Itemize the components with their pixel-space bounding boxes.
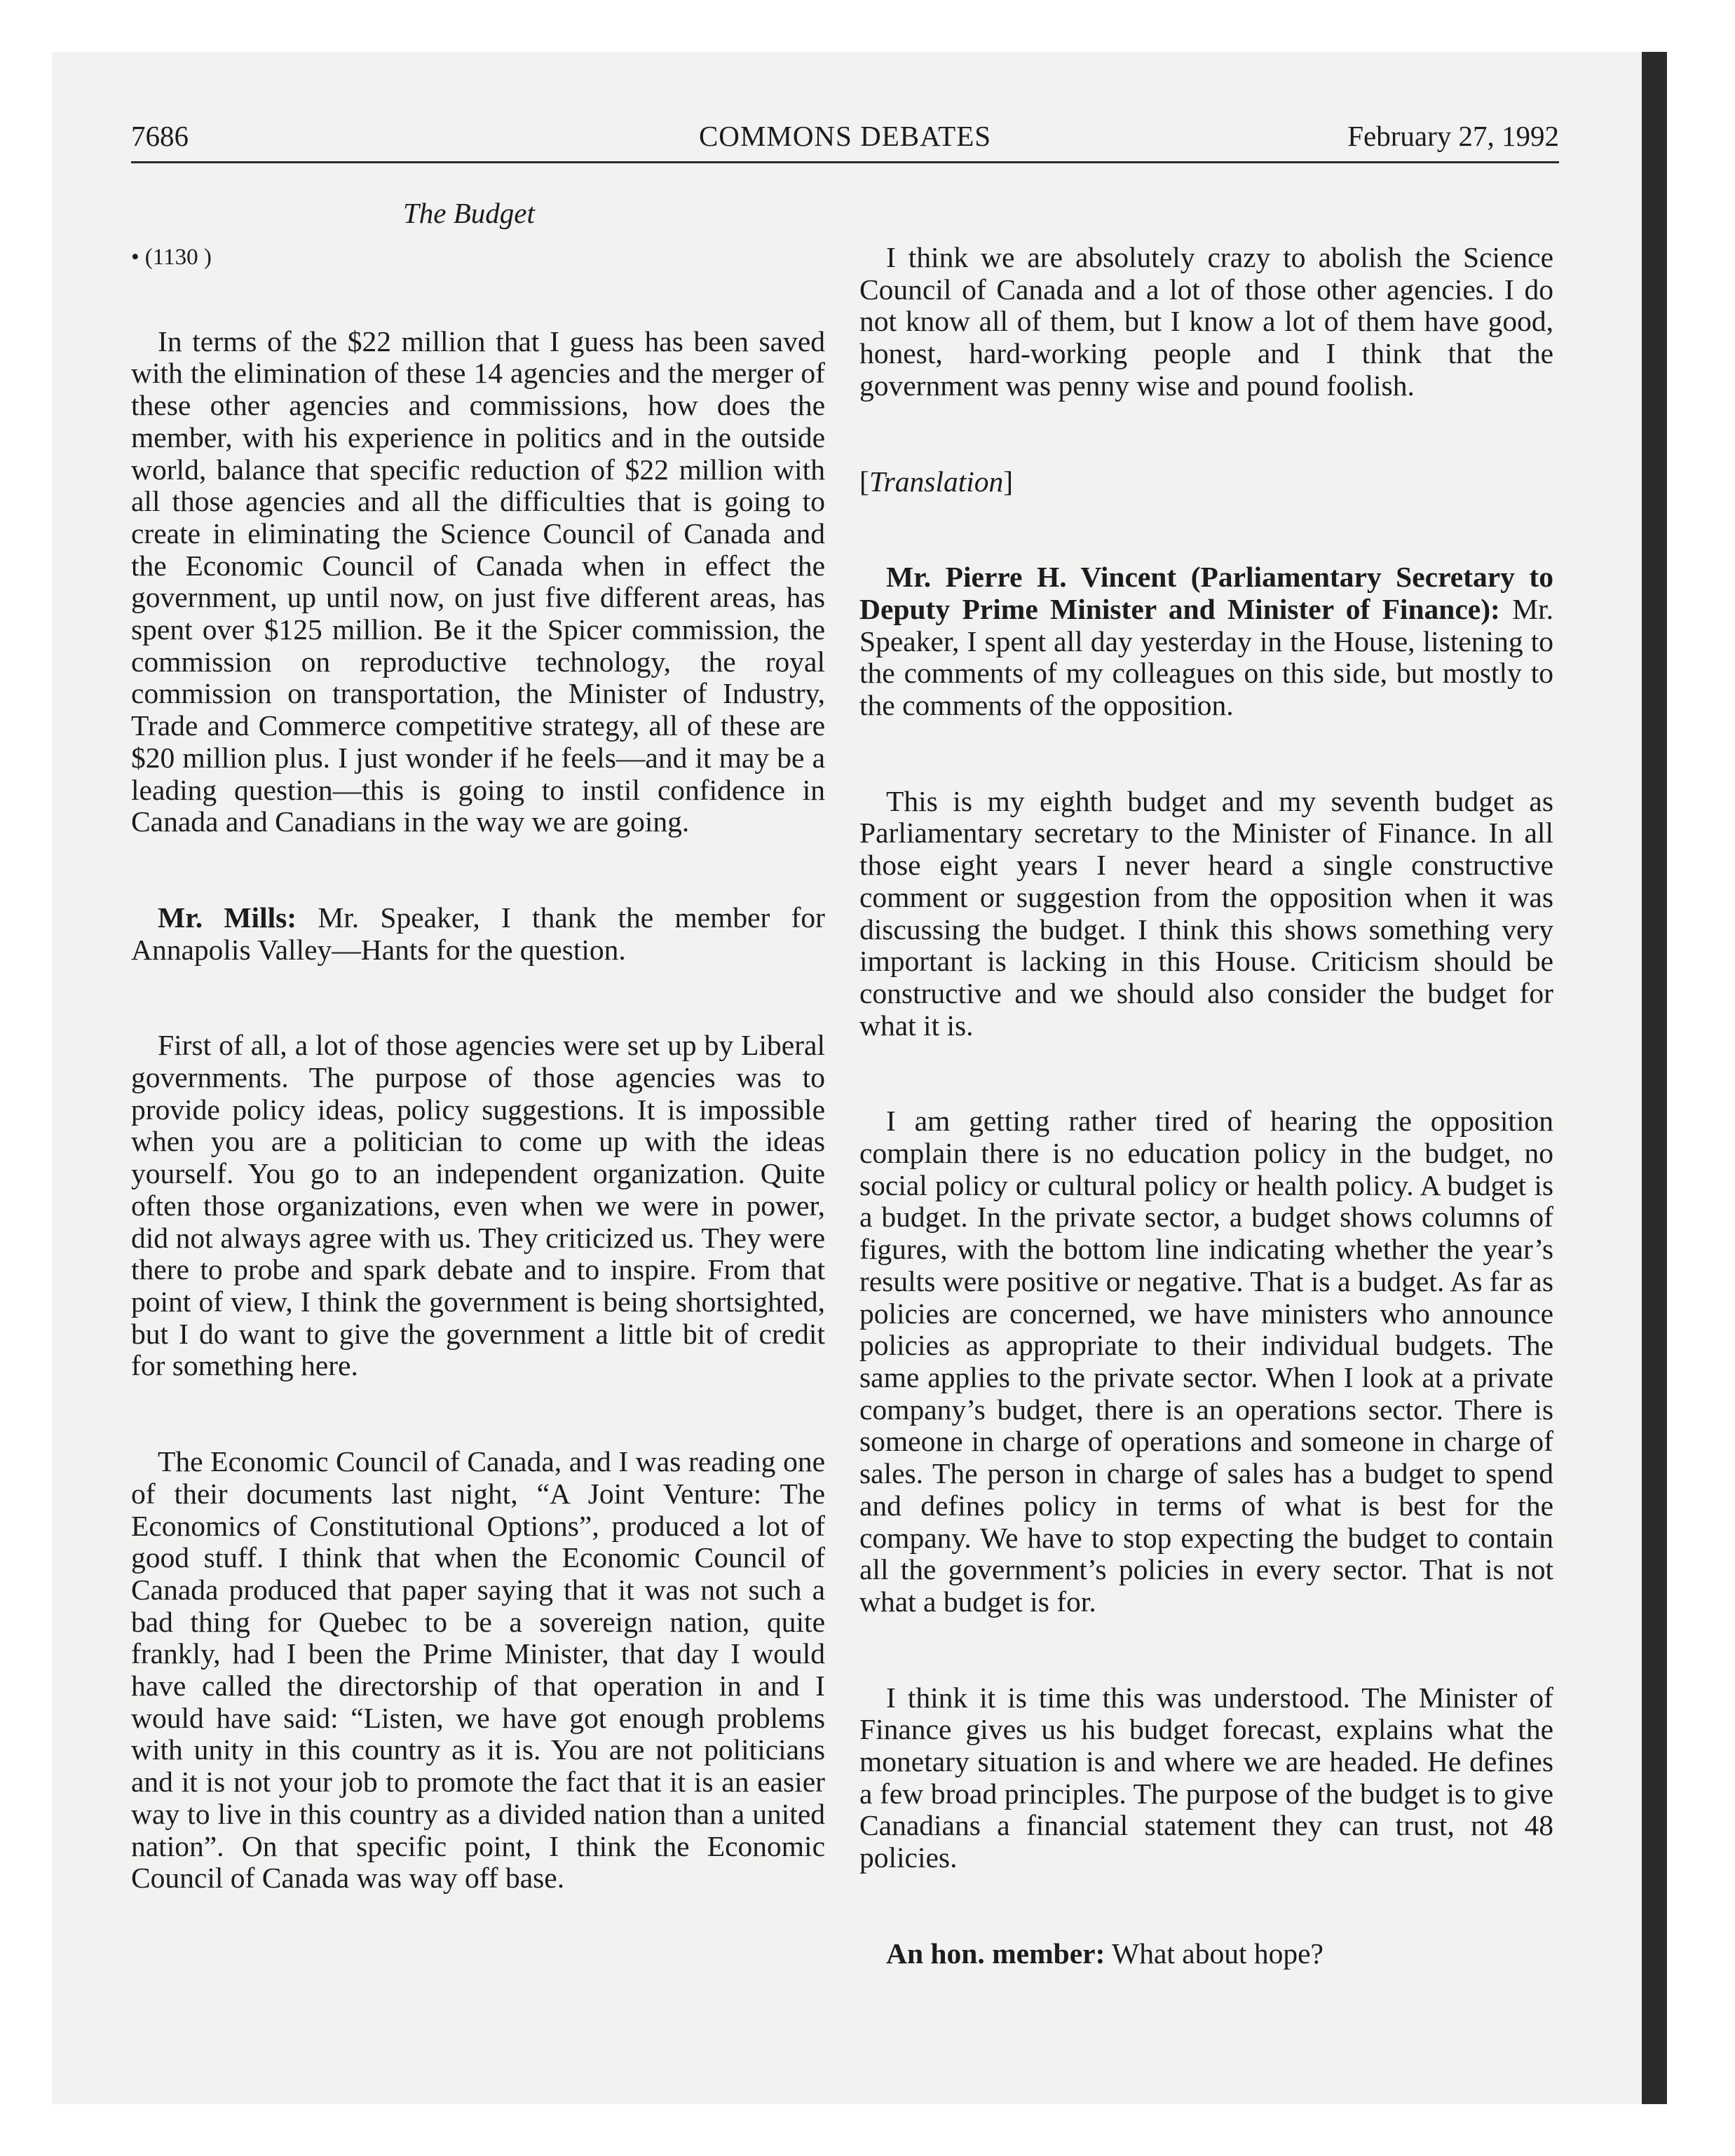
- header-rule: [131, 161, 1559, 163]
- right-column: [859, 242, 1553, 1970]
- speech-vincent: [859, 561, 1553, 722]
- paragraph: I think it is time this was understood. The Minister of Finance gives us his budget forecast, explains what the monetary situation is and where we are headed. He defines a few broad principles. The purpose of the budget is to give Canadians a financial statement they can trust, not 48 policies.: [859, 1681, 1553, 1874]
- paragraph: The Economic Council of Canada, and I was reading one of their documents last night, “A Joint Venture: The Economics of Constitutional Options”, produced a lot of good stuff. I think that when the Economic Council of Canada produced that paper saying that it was not such a bad thing for Quebec to be a sovereign nation, quite frankly, had I been the Prime Minister, that day I would have called the directorship of that operation in and I would have said: “Listen, we have got enough problems with unity in this country as it is. You are not politicians and it is not your job to promote the fact that it is an easier way to live in this country as a divided nation than a united nation”. On that specific point, I think the Economic Council of Canada was way off base.: [131, 1445, 825, 1895]
- publication-title: COMMONS DEBATES: [698, 120, 992, 152]
- page-number: 7686: [131, 120, 189, 152]
- speech-text: Mr. Speaker, I thank the member for Annapolis Valley—Hants for the question.: [131, 901, 825, 966]
- speaker-name: Mr. Mills:: [158, 901, 297, 934]
- speech-hon-member: [859, 1938, 1553, 1970]
- section-title: The Budget: [403, 197, 535, 229]
- translation-tag: [ Translation ]: [859, 466, 1553, 498]
- speech-text: Mr. Speaker, I spent all day yesterday in the House, listening to the comments of my colleagues on this side, but mostly to the comments of the opposition.: [859, 592, 1553, 722]
- paragraph: First of all, a lot of those agencies were set up by Liberal governments. The purpose of those agencies was to provide policy ideas, policy suggestions. It is impossible when you are a politician to come up with the ideas yourself. You go to an independent organization. Quite often those organizations, even when we were in power, did not always agree with us. They criticized us. They were there to probe and spark debate and to inspire. From that point of view, I think the government is being shortsighted, but I do want to give the government a little bit of credit for something here.: [131, 1029, 825, 1382]
- paragraph: I am getting rather tired of hearing the opposition complain there is no education policy in the budget, no social policy or cultural policy or health policy. A budget is a budget. In the private sector, a budget shows columns of figures, with the bottom line indicating whether the year’s results were positive or negative. That is a budget. As far as policies are concerned, we have ministers who announce policies as appropriate to their individual budgets. The same applies to the private sector. When I look at a private company’s budget, there is an operations sector. There is someone in charge of operations and someone in charge of sales. The person in charge of sales has a budget to spend and defines policy in terms of what is best for the company. We have to stop expecting the budget to contain all the government’s policies in every sector. That is not what a budget is for.: [859, 1105, 1553, 1618]
- publication-date: February 27, 1992: [1347, 120, 1559, 152]
- speech-mills: [131, 902, 825, 966]
- time-marker: • (1130 ): [131, 245, 212, 270]
- speech-text: What about hope?: [1112, 1937, 1324, 1970]
- scan-edge-shadow: [1642, 52, 1667, 2104]
- speaker-name: Mr. Pierre H. Vincent (Parliamentary Secretary to Deputy Prime Minister and Minister of Finance):: [859, 561, 1553, 625]
- left-column: [131, 242, 825, 1895]
- speaker-name: An hon. member:: [886, 1937, 1105, 1970]
- page-header: [131, 119, 1559, 161]
- paragraph: This is my eighth budget and my seventh budget as Parliamentary secretary to the Minister of Finance. In all those eight years I never heard a single constructive comment or suggestion from the opposition when it was discussing the budget. I think this shows something very important is lacking in this House. Criticism should be constructive and we should also consider the budget for what it is.: [859, 784, 1553, 1042]
- paragraph: In terms of the $22 million that I guess has been saved with the elimination of these 14 agencies and the merger of these other agencies and commissions, how does the member, with his experience in politics and in the outside world, balance that specific reduction of $22 million with all those agencies and all the difficulties that is going to create in eliminating the Science Council of Canada and the Economic Council of Canada when in effect the government, up until now, on just five different areas, has spent over $125 million. Be it the Spicer commission, the commission on reproductive technology, the royal commission on transportation, the Minister of Industry, Trade and Commerce competitive strategy, all of these are $20 million plus. I just wonder if he feels—and it may be a leading question—this is going to instil confidence in Canada and Canadians in the way we are going.: [131, 325, 825, 838]
- paragraph: I think we are absolutely crazy to abolish the Science Council of Canada and a lot of those other agencies. I do not know all of them, but I know a lot of them have good, honest, hard-working people and I think that the government was penny wise and pound foolish.: [859, 241, 1553, 402]
